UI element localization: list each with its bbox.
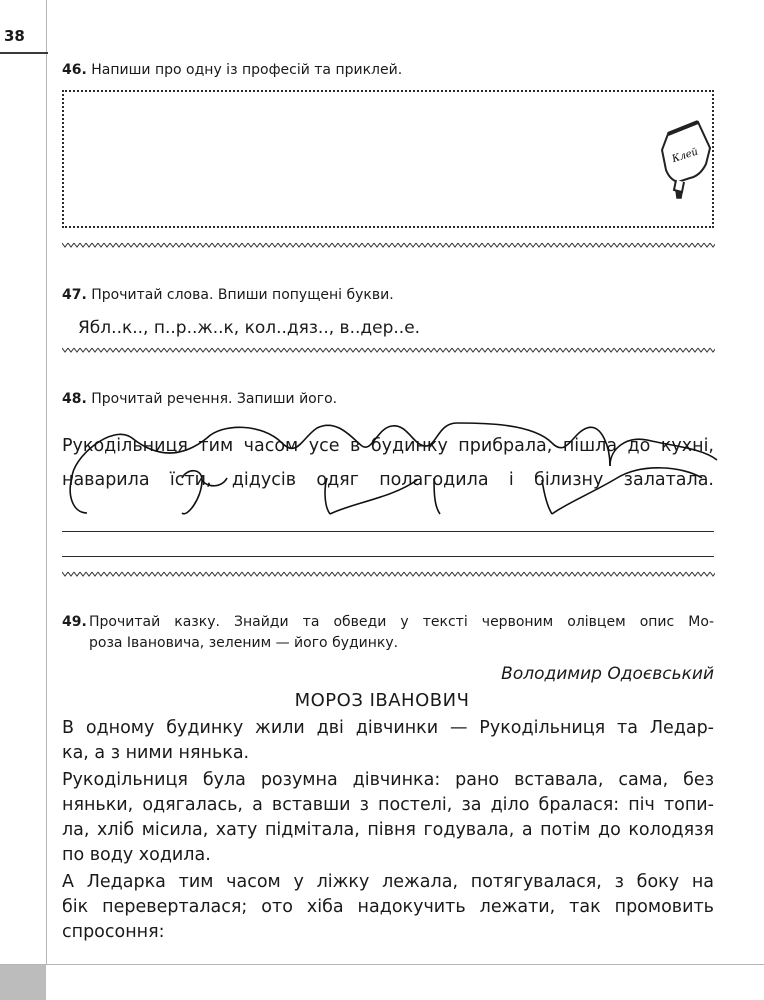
sentence-line-1: Рукодільниця тим часом усе в будинку прибрала, пішла до кухні, [62,436,714,456]
section-divider [62,570,715,578]
section-divider [62,241,715,249]
story-paragraph-1 [62,716,714,766]
task-46-instruction: Напиши про одну із професій та приклей. [91,62,403,78]
task-48-instruction: Прочитай речення. Запиши його. [91,391,338,407]
reading-arcs [62,418,732,523]
page-number: 38 [4,27,25,45]
story-paragraph-3 [62,870,714,945]
writing-line-1[interactable] [62,531,714,532]
task-49-instruction-line-1: Прочитай казку. Знайди та обведи у тексті червоним олівцем опис Мо- [89,614,714,630]
task-48-number: 48. [62,391,87,407]
story-paragraph-2 [62,768,714,868]
story-line: ла, хліб місила, хату підмітала, півня годувала, а потім до колодязя [62,820,714,840]
story-line: ка, а з ними нянька. [62,743,250,763]
task-49-instruction [89,612,714,654]
glue-label: Клей [670,146,700,166]
story-author: Володимир Одоєвський [501,664,714,684]
story-line: спросоння: [62,922,165,942]
task-47-heading [62,285,394,305]
story-line: няньки, одягалась, а вставши з постелі, за діло бралася: піч топи- [62,795,714,815]
paste-area[interactable] [62,90,714,228]
page-corner-tab [0,965,46,1000]
story-line: бік переверталася; ото хіба надокучить лежати, так промовить [62,897,714,917]
page-number-underline [0,52,48,54]
task-49-instruction-line-2: роза Івановича, зеленим — його будинку. [89,635,399,651]
footer-rule [0,964,764,965]
story-line: Рукодільниця була розумна дівчинка: рано вставала, сама, без [62,770,714,790]
task-48-heading [62,389,337,409]
margin-rule [46,0,47,965]
story-line: В одному будинку жили дві дівчинки — Рукодільниця та Ледар- [62,718,714,738]
story-title: МОРОЗ ІВАНОВИЧ [294,690,470,711]
task-46-heading [62,60,402,80]
story-line: А Ледарка тим часом у ліжку лежала, потягувалася, з боку на [62,872,714,892]
task-49-number: 49. [62,614,87,630]
story-line: по воду ходила. [62,845,211,865]
glue-bottle-icon [660,120,712,200]
task-46-number: 46. [62,62,87,78]
task-49-heading [62,612,714,651]
section-divider [62,346,715,354]
words-with-gaps: Ябл..к.., п..р..ж..к, кол..дяз.., в..дер..е. [78,318,421,338]
writing-line-2[interactable] [62,556,714,557]
sentence-line-2: наварила їсти, дідусів одяг полагодила і білизну залатала. [62,470,714,490]
task-47-number: 47. [62,287,87,303]
task-47-instruction: Прочитай слова. Впиши попущені букви. [91,287,394,303]
